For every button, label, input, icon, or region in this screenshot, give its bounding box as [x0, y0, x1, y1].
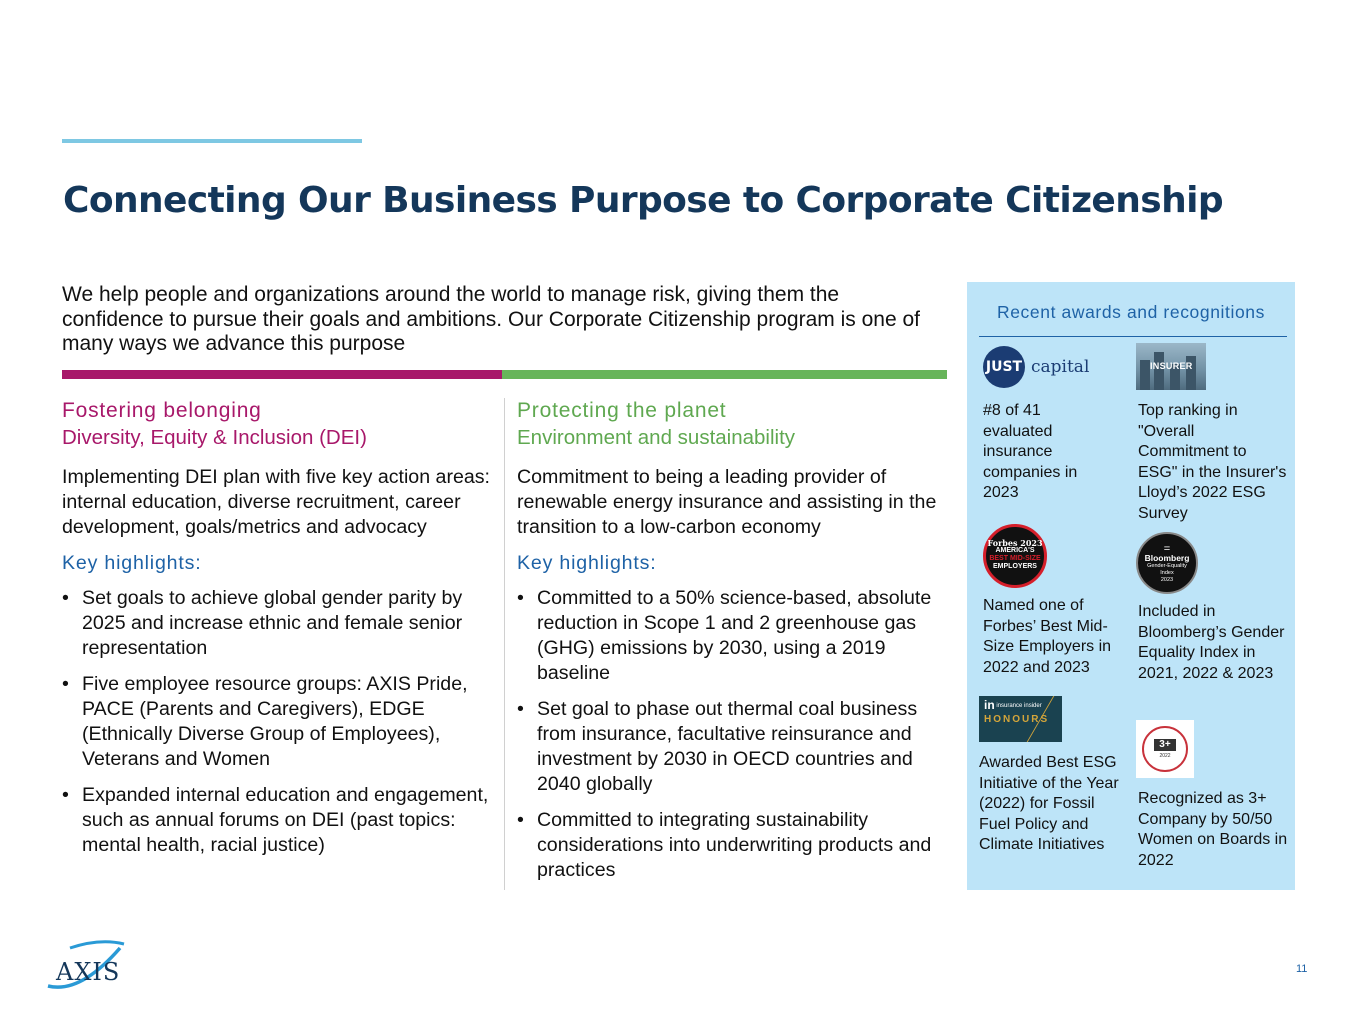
environment-description: Commitment to being a leading provider of renewable energy insurance and assisting in the transition to a low-carbon economy	[517, 466, 937, 538]
bloomberg-gei-logo: = Bloomberg Gender-Equality Index 2023	[1136, 532, 1198, 594]
forbes-badge-logo: Forbes 2023 AMERICA'S BEST MID-SIZE EMPLOYERS	[983, 524, 1047, 588]
list-item: • Committed to a 50% science-based, absolute reduction in Scope 1 and 2 greenhouse gas (GHG) emissions by 2030, using a 2019 baseline	[517, 586, 947, 686]
dei-description: Implementing DEI plan with five key action areas: internal education, diverse recruitment, career development, goals/metrics and advocacy	[62, 466, 491, 538]
award-text-insurer: Top ranking in "Overall Commitment to ESG" in the Insurer's Lloyd’s 2022 ESG Survey	[1138, 402, 1287, 522]
award-text-bloomberg: Included in Bloomberg’s Gender Equality Index in 2021, 2022 & 2023	[1138, 603, 1285, 682]
fifty-fifty-women-on-boards-logo: 3+ 2022	[1136, 720, 1194, 778]
dei-highlights-list	[62, 586, 492, 858]
awards-divider	[979, 336, 1287, 337]
list-item: • Committed to integrating sustainability considerations into underwriting products and practices	[517, 808, 947, 883]
award-text-honours: Awarded Best ESG Initiative of the Year (2022) for Fossil Fuel Policy and Climate Initiatives	[979, 754, 1119, 853]
page-title: Connecting Our Business Purpose to Corporate Citizenship	[63, 180, 1224, 221]
list-item: • Set goals to achieve global gender parity by 2025 and increase ethnic and female senior representation	[62, 586, 492, 661]
svg-text:AXIS: AXIS	[56, 958, 121, 986]
intro-paragraph: We help people and organizations around the world to manage risk, giving them the confidence to pursue their goals and ambitions. Our Corporate Citizenship program is one of many ways we advance this purpose	[62, 283, 920, 355]
environment-subheading: Environment and sustainability	[517, 426, 796, 449]
title-accent-rule	[62, 139, 362, 143]
environment-color-bar	[502, 370, 947, 379]
just-capital-logo: JUST capital	[983, 346, 1089, 388]
awards-title: Recent awards and recognitions	[996, 302, 1265, 322]
environment-column	[517, 398, 947, 894]
dei-heading: Fostering belonging	[62, 399, 262, 422]
column-divider	[504, 398, 505, 890]
environment-highlights-list	[517, 586, 947, 883]
list-item: • Set goal to phase out thermal coal business from insurance, facultative reinsurance and investment by 2030 in OECD countries and 2040 globally	[517, 697, 947, 797]
environment-heading: Protecting the planet	[517, 399, 727, 422]
award-text-5050: Recognized as 3+ Company by 50/50 Women on Boards in 2022	[1138, 790, 1288, 869]
award-text-just-capital: #8 of 41 evaluated insurance companies in 2023	[983, 402, 1078, 501]
award-text-forbes: Named one of Forbes’ Best Mid-Size Employers in 2022 and 2023	[983, 597, 1112, 676]
dei-color-bar	[62, 370, 502, 379]
insurer-logo: INSURER	[1136, 343, 1206, 390]
dei-subheading: Diversity, Equity & Inclusion (DEI)	[62, 426, 367, 449]
axis-logo	[40, 936, 130, 996]
list-item: • Five employee resource groups: AXIS Pride, PACE (Parents and Caregivers), EDGE (Ethnically Diverse Group of Employees), Veterans and Women	[62, 672, 492, 772]
page-number: 11	[1296, 963, 1308, 975]
list-item: • Expanded internal education and engagement, such as annual forums on DEI (past topics: mental health, racial justice)	[62, 783, 492, 858]
environment-key-highlights-label: Key highlights:	[517, 552, 657, 574]
dei-column	[62, 398, 492, 869]
insurance-insider-honours-logo: in insurance insider HONOURS	[979, 696, 1062, 742]
dei-key-highlights-label: Key highlights:	[62, 552, 202, 574]
